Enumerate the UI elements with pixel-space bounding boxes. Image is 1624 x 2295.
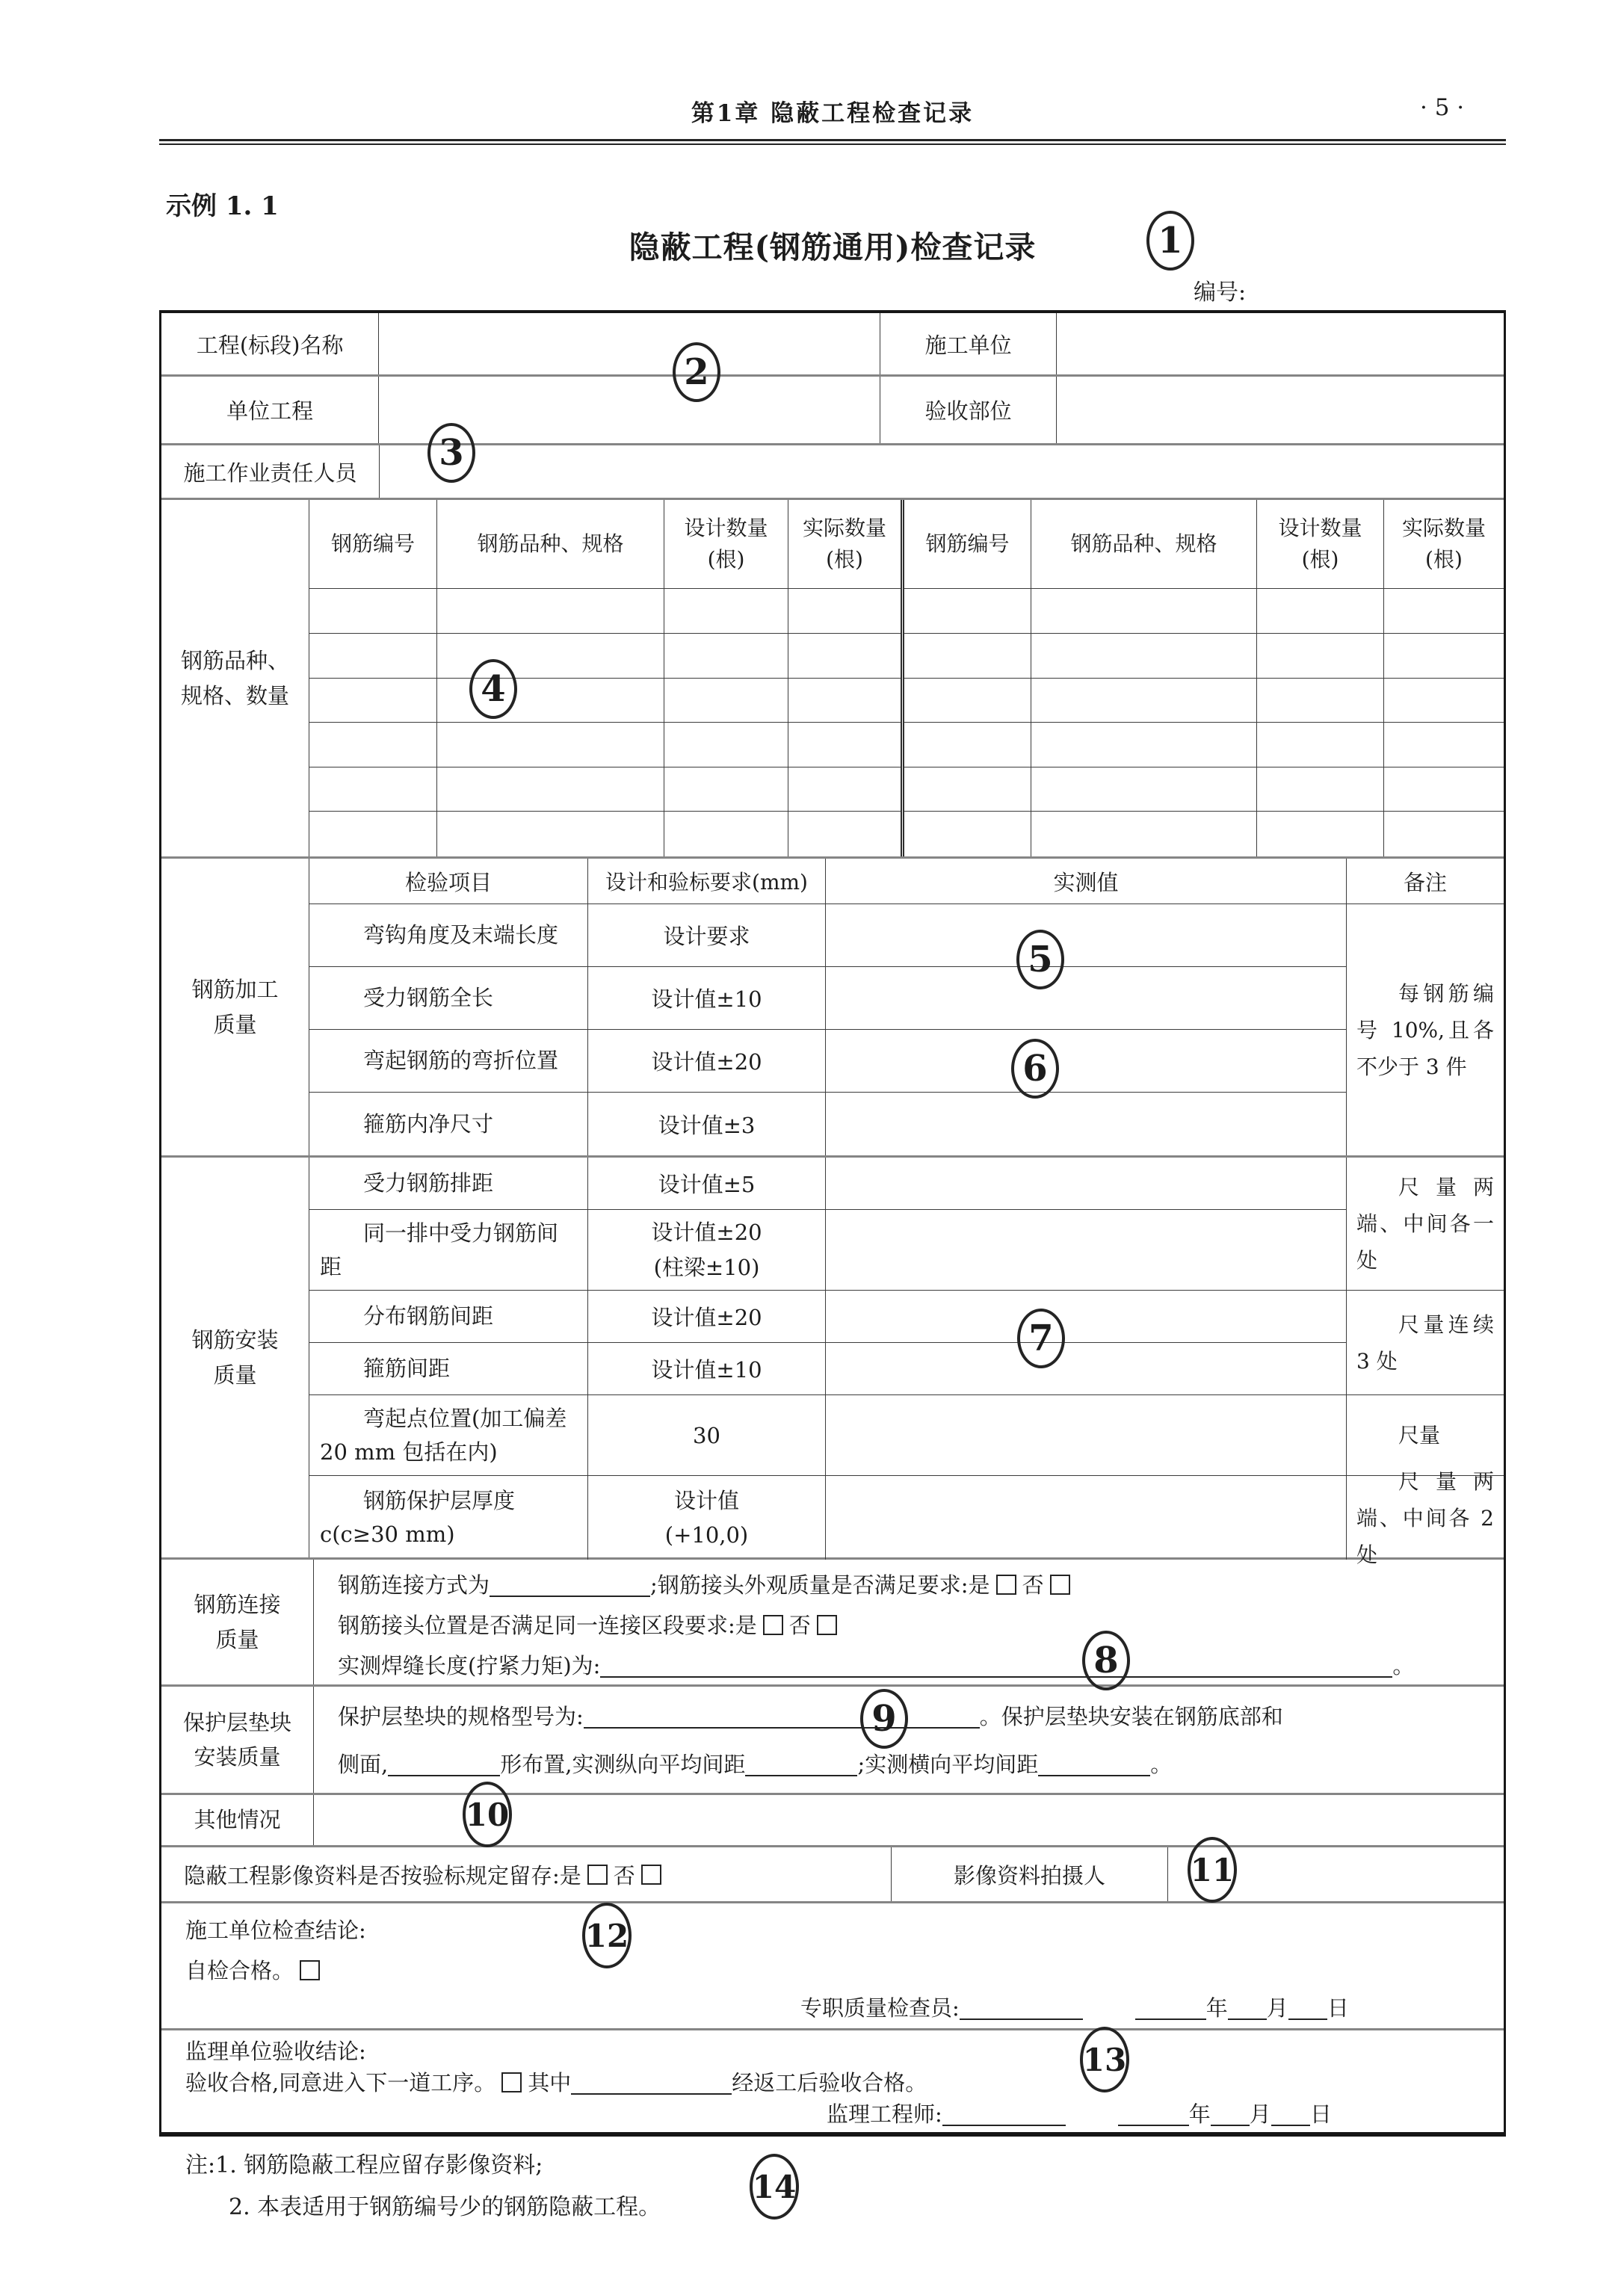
year-blank[interactable] <box>1135 1995 1206 2020</box>
acceptance-part-value-cell[interactable] <box>1057 377 1504 443</box>
supervisor-content: 监理单位验收结论: 验收合格,同意进入下一道工序。 其中 经返工后验收合格。 监理工程师: 年 月 日 <box>185 2039 1332 2127</box>
annotation-circle-2: 2 <box>673 342 720 402</box>
measured-cell[interactable] <box>826 967 1347 1029</box>
unit-project-label: 单位工程 <box>161 377 379 443</box>
pad-content: 保护层垫块的规格型号为: 。保护层垫块安装在钢筋底部和 侧面, 形布置,实测纵向平均间距 ;实测横向平均间距 。 <box>338 1704 1283 1777</box>
annotation-circle-5: 5 <box>1016 930 1064 989</box>
section-install-quality <box>161 1158 1504 1567</box>
section-others <box>161 1795 1504 1847</box>
footnote-1: 注:1. 钢筋隐蔽工程应留存影像资料; <box>185 2152 543 2178</box>
section-media <box>161 1847 1504 1903</box>
rebar-blank-row[interactable] <box>904 634 1504 679</box>
rebar-blank-row[interactable] <box>904 723 1504 767</box>
col-actual-qty: 实际数量 (根) <box>1401 516 1486 572</box>
section-processing-quality <box>161 859 1504 1158</box>
self-check-checkbox[interactable] <box>300 1960 320 1980</box>
project-name-value-cell[interactable] <box>379 313 880 374</box>
pad-section-label: 保护层垫块 安装质量 <box>161 1687 314 1793</box>
header-measured: 实测值 <box>826 859 1347 904</box>
col-rebar-spec: 钢筋品种、规格 <box>437 500 664 588</box>
row-unit-project <box>161 377 1504 445</box>
col-rebar-number: 钢筋编号 <box>309 500 437 588</box>
annotation-circle-11: 11 <box>1188 1837 1237 1903</box>
measured-cell[interactable] <box>826 1093 1347 1155</box>
processing-row: 箍筋内净尺寸 设计值±3 <box>309 1093 1347 1155</box>
measured-cell[interactable] <box>826 904 1347 966</box>
form-title: 隐蔽工程(钢筋通用)检查记录 <box>629 229 1037 265</box>
rebar-blank-row[interactable] <box>904 767 1504 812</box>
rebar-blank-row[interactable] <box>309 767 901 812</box>
day-blank[interactable] <box>1288 1995 1327 2020</box>
install-row: 分布钢筋间距 设计值±20 <box>309 1291 1347 1343</box>
row-responsible-personnel <box>161 445 1504 500</box>
joint-appearance-yes-checkbox[interactable] <box>996 1575 1016 1595</box>
rebar-blank-row[interactable] <box>309 679 901 723</box>
footnote-2: 2. 本表适用于钢筋编号少的钢筋隐蔽工程。 <box>229 2194 661 2220</box>
install-row: 弯起点位置(加工偏差 20 mm 包括在内) 30 <box>309 1395 1347 1476</box>
install-row: 钢筋保护层厚度 c(c≥30 mm) 设计值 (+10,0) <box>309 1476 1347 1560</box>
pad-layout-blank[interactable] <box>388 1751 500 1776</box>
col-actual-qty: 实际数量 (根) <box>802 516 886 572</box>
section-contractor-conclusion <box>161 1903 1504 2030</box>
col-rebar-number: 钢筋编号 <box>904 500 1031 588</box>
month-blank[interactable] <box>1228 1995 1267 2020</box>
header-double-rule <box>159 139 1506 145</box>
rebar-table-right <box>901 500 1504 856</box>
engineer-signature-blank[interactable] <box>942 2101 1066 2126</box>
inspector-signature-blank[interactable] <box>960 1995 1083 2020</box>
weld-length-blank[interactable] <box>600 1652 1392 1678</box>
rebar-blank-row[interactable] <box>309 589 901 634</box>
rebar-blank-row[interactable] <box>309 723 901 767</box>
annotation-circle-9: 9 <box>860 1689 908 1749</box>
construction-unit-value-cell[interactable] <box>1057 313 1504 374</box>
section-supervisor-conclusion <box>161 2030 1504 2132</box>
install-remark: 尺量 <box>1347 1395 1504 1476</box>
annotation-circle-10: 10 <box>463 1782 512 1847</box>
rebar-blank-row[interactable] <box>904 679 1504 723</box>
project-name-label: 工程(标段)名称 <box>161 313 379 374</box>
header-item: 检验项目 <box>309 859 588 904</box>
annotation-circle-8: 8 <box>1082 1631 1130 1690</box>
install-row: 同一排中受力钢筋间距 设计值±20 (柱梁±10) <box>309 1210 1347 1291</box>
annotation-circle-13: 13 <box>1080 2027 1129 2092</box>
joint-appearance-no-checkbox[interactable] <box>1050 1575 1070 1595</box>
measured-cell[interactable] <box>826 1395 1347 1475</box>
annotation-circle-6: 6 <box>1011 1039 1059 1099</box>
contractor-content: 施工单位检查结论: 自检合格。 专职质量检查员: 年 月 日 <box>185 1918 1349 2021</box>
row-project-name <box>161 313 1504 377</box>
responsible-personnel-label: 施工作业责任人员 <box>161 445 380 498</box>
measured-cell[interactable] <box>826 1343 1347 1394</box>
measured-cell[interactable] <box>826 1476 1347 1560</box>
page-number: · 5 · <box>1420 94 1465 121</box>
serial-number-label: 编号: <box>1194 279 1247 306</box>
connection-content: 钢筋连接方式为 ;钢筋接头外观质量是否满足要求:是 否 钢筋接头位置是否满足同一连接区段要求:是 否 实测焊缝长度(拧紧力矩)为: 。 <box>338 1572 1415 1678</box>
header-remark: 备注 <box>1403 869 1447 895</box>
measured-cell[interactable] <box>826 1291 1347 1342</box>
rebar-blank-row[interactable] <box>309 812 901 856</box>
year-blank[interactable] <box>1118 2101 1189 2126</box>
processing-row: 受力钢筋全长 设计值±10 <box>309 967 1347 1030</box>
inspection-form-table <box>159 310 1506 2137</box>
section-connection-quality <box>161 1560 1504 1687</box>
responsible-personnel-value-cell[interactable] <box>380 445 1504 498</box>
connection-section-label: 钢筋连接 质量 <box>161 1560 314 1684</box>
col-rebar-spec: 钢筋品种、规格 <box>1031 500 1257 588</box>
joint-position-yes-checkbox[interactable] <box>763 1615 783 1635</box>
chapter-heading: 第1章 隐蔽工程检查记录 <box>691 100 975 127</box>
section-pad-quality <box>161 1687 1504 1795</box>
pad-longitudinal-blank[interactable] <box>745 1751 857 1776</box>
annotation-circle-12: 12 <box>582 1903 632 1968</box>
annotation-circle-1: 1 <box>1146 211 1194 271</box>
processing-row: 弯钩角度及末端长度 设计要求 <box>309 904 1347 967</box>
acceptance-checkbox[interactable] <box>501 2072 522 2092</box>
processing-row: 弯起钢筋的弯折位置 设计值±20 <box>309 1030 1347 1093</box>
install-row: 受力钢筋排距 设计值±5 <box>309 1158 1347 1210</box>
acceptance-part-label: 验收部位 <box>880 377 1057 443</box>
rebar-blank-row[interactable] <box>904 589 1504 634</box>
annotation-circle-7: 7 <box>1017 1309 1065 1368</box>
day-blank[interactable] <box>1271 2101 1310 2126</box>
media-question: 隐蔽工程影像资料是否按验标规定留存:是 否 <box>161 1847 892 1901</box>
pad-transverse-blank[interactable] <box>1038 1751 1150 1776</box>
annotation-circle-3: 3 <box>427 423 475 483</box>
annotation-circle-14: 14 <box>750 2154 799 2220</box>
example-label: 示例 1. 1 <box>166 191 279 221</box>
photographer-label: 影像资料拍摄人 <box>892 1847 1168 1901</box>
annotation-circle-4: 4 <box>469 659 517 719</box>
construction-unit-label: 施工单位 <box>880 313 1057 374</box>
rebar-section-label: 钢筋品种、 规格、数量 <box>161 500 309 856</box>
install-remark: 尺量两端、中间各 2 处 <box>1356 1468 1494 1567</box>
rebar-blank-row[interactable] <box>904 812 1504 856</box>
joint-position-no-checkbox[interactable] <box>817 1615 837 1635</box>
inspection-header-row <box>309 859 1504 904</box>
media-yes-checkbox[interactable] <box>587 1865 608 1885</box>
rework-scope-blank[interactable] <box>571 2069 732 2095</box>
header-requirement: 设计和验标要求(mm) <box>588 859 826 904</box>
install-remark: 尺量两端、中间各一处 <box>1347 1158 1504 1291</box>
others-label: 其他情况 <box>161 1795 314 1845</box>
install-remark: 尺量连续 3 处 <box>1347 1291 1504 1395</box>
measured-cell[interactable] <box>826 1030 1347 1092</box>
media-no-checkbox[interactable] <box>641 1865 661 1885</box>
rebar-table-left <box>309 500 901 856</box>
install-section-label: 钢筋安装 质量 <box>161 1158 309 1557</box>
col-design-qty: 设计数量 (根) <box>664 500 788 588</box>
pad-model-blank[interactable] <box>584 1703 980 1729</box>
processing-section-label: 钢筋加工 质量 <box>161 859 309 1155</box>
col-design-qty: 设计数量 (根) <box>1257 500 1384 588</box>
measured-cell[interactable] <box>826 1210 1347 1290</box>
month-blank[interactable] <box>1211 2101 1250 2126</box>
rebar-blank-row[interactable] <box>309 634 901 679</box>
install-row: 箍筋间距 设计值±10 <box>309 1343 1347 1395</box>
connection-type-blank[interactable] <box>490 1572 650 1597</box>
processing-remark: 每钢筋编号 10%,且各不少于 3 件 <box>1356 980 1494 1079</box>
section-rebar-quantity <box>161 500 1504 859</box>
measured-cell[interactable] <box>826 1158 1347 1209</box>
